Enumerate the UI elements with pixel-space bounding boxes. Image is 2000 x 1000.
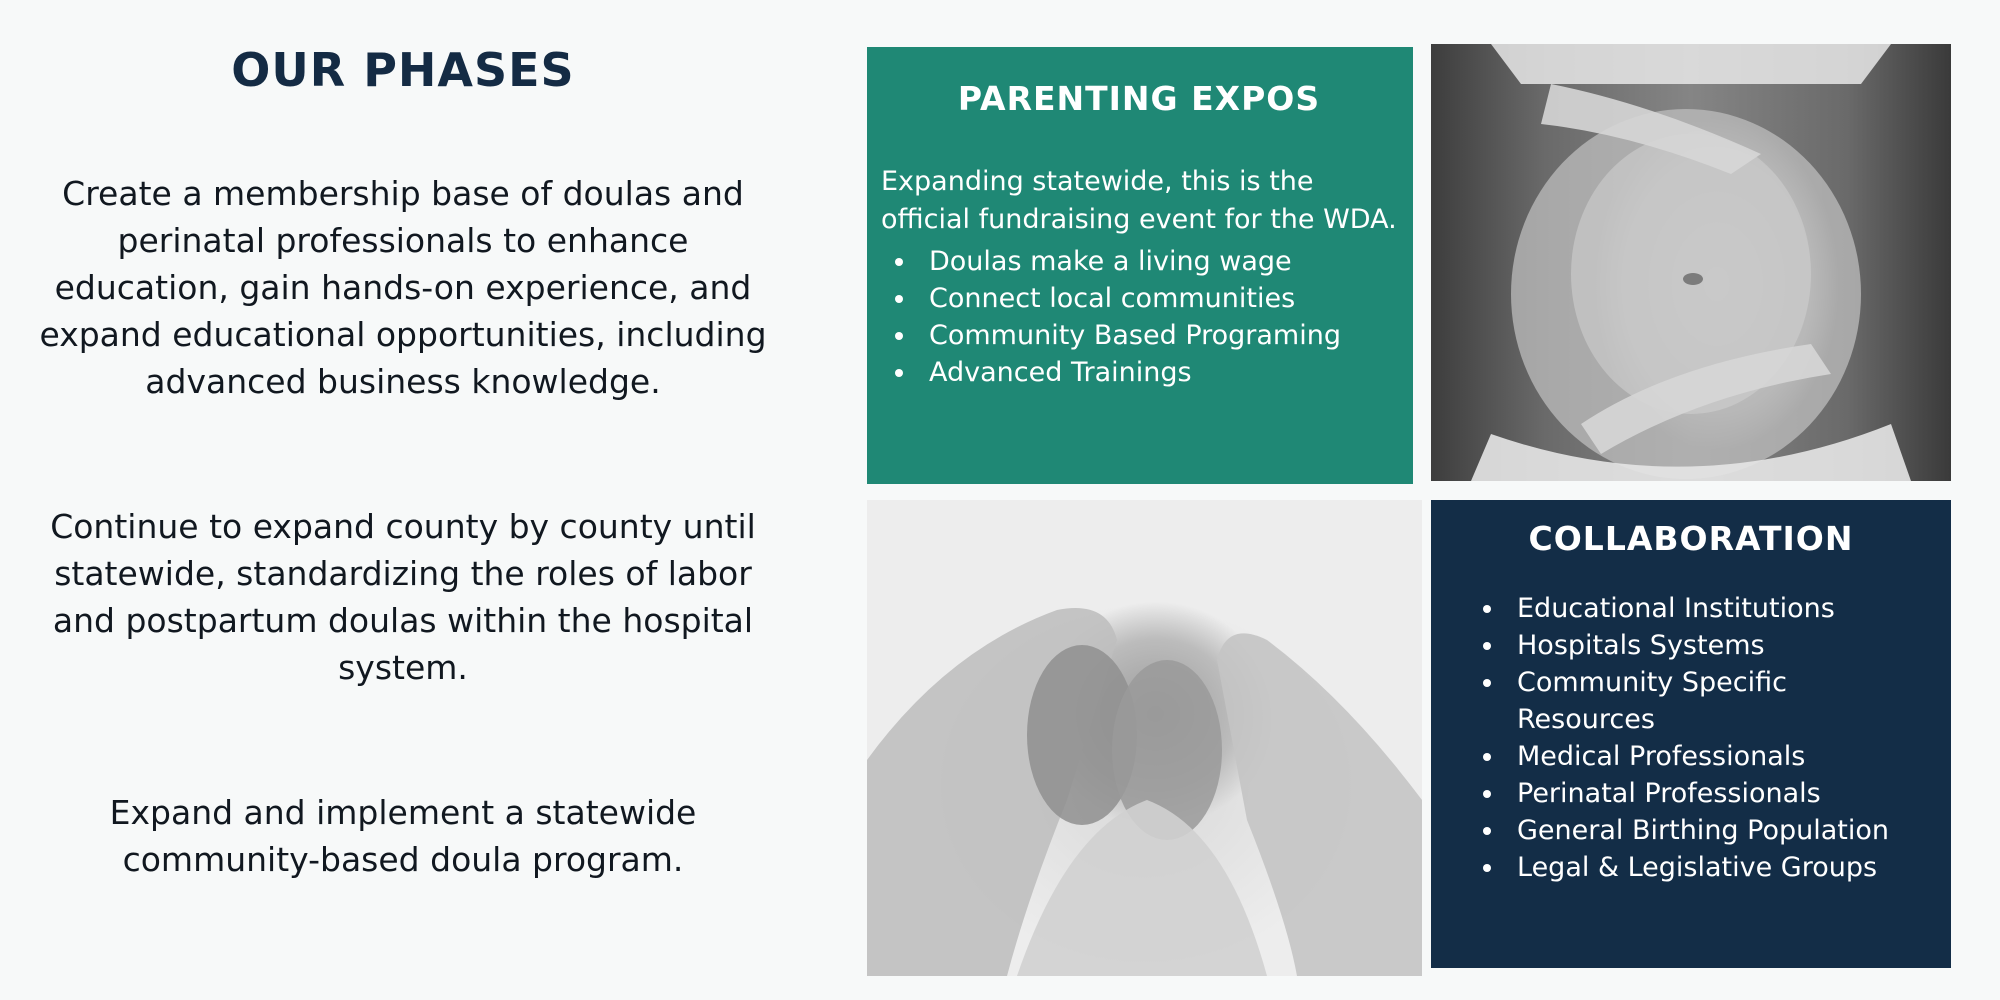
list-item: Medical Professionals: [1469, 738, 1931, 775]
phase-1-text: Create a membership base of doulas and perinatal professionals to enhance education, gain hands-on experience, and expand educational opportunities, including advanced business knowledge.: [39, 174, 767, 401]
list-item: Doulas make a living wage: [881, 243, 1397, 280]
list-item: Hospitals Systems: [1469, 627, 1931, 664]
phase-3-text: Expand and implement a statewide community-based doula program.: [109, 793, 697, 879]
list-item: Community Specific Resources: [1469, 664, 1931, 738]
parenting-expos-panel: [867, 47, 1413, 484]
pregnant-belly-photo: [1431, 44, 1951, 481]
phases-section: [28, 40, 778, 883]
parenting-expos-description: Expanding statewide, this is the official fundraising event for the WDA.: [881, 166, 1397, 235]
list-item: Educational Institutions: [1469, 590, 1931, 627]
pregnant-belly-illustration: [1431, 44, 1951, 481]
list-item: Advanced Trainings: [881, 354, 1397, 391]
baby-feet-illustration: [867, 500, 1422, 976]
phase-2-text: Continue to expand county by county until statewide, standardizing the roles of labor and postpartum doulas within the hospital system.: [50, 507, 756, 687]
list-item: Connect local communities: [881, 280, 1397, 317]
collaboration-title: COLLABORATION: [1528, 519, 1854, 558]
list-item: General Birthing Population: [1469, 812, 1931, 849]
parenting-expos-title: PARENTING EXPOS: [957, 79, 1321, 118]
collaboration-panel: [1431, 500, 1951, 968]
page-title: OUR PHASES: [231, 43, 575, 97]
list-item: Perinatal Professionals: [1469, 775, 1931, 812]
parenting-expos-list: [881, 243, 1397, 391]
collaboration-list: [1451, 590, 1931, 886]
baby-feet-photo: [867, 500, 1422, 976]
list-item: Legal & Legislative Groups: [1469, 849, 1931, 886]
list-item: Community Based Programing: [881, 317, 1397, 354]
